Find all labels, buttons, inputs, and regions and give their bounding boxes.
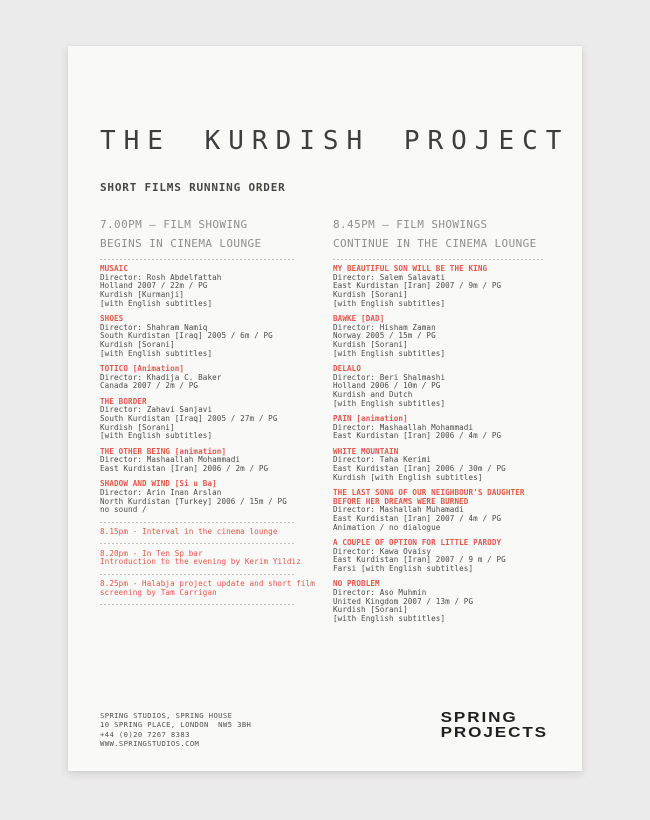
dashed-separator bbox=[100, 604, 296, 605]
film-detail-line: [with English subtitles] bbox=[333, 298, 446, 308]
film-title: THE BORDER bbox=[100, 396, 147, 406]
masthead bbox=[100, 126, 570, 194]
film-detail-line: [with English subtitles] bbox=[333, 614, 446, 624]
film-detail-line: South Kurdistan [Iraq] 2005 / 27m / PG bbox=[100, 414, 278, 424]
film-detail-line: [with English subtitles] bbox=[100, 298, 213, 308]
address-line: 10 SPRING PLACE, LONDON NW5 3BH bbox=[100, 720, 252, 730]
film-detail-line: Director: Hisham Zaman bbox=[333, 322, 436, 332]
film-detail-line: no sound / bbox=[100, 505, 147, 515]
film-title: THE LAST SONG OF OUR NEIGHBOUR'S DAUGHTER BEFORE HER DREAMS WERE BURNED bbox=[333, 487, 525, 506]
column-header-line: 7.00PM – FILM SHOWING bbox=[100, 218, 248, 231]
page-title: THE KURDISH PROJECT bbox=[100, 126, 570, 156]
film-title: THE OTHER BEING [animation] bbox=[100, 446, 227, 456]
page-footer bbox=[100, 711, 548, 749]
film-entry bbox=[333, 539, 545, 574]
dashed-separator bbox=[100, 574, 296, 575]
film-detail-line: Director: Khadija C. Baker bbox=[100, 372, 222, 382]
film-detail-line: Director: Taha Kerimi bbox=[333, 455, 432, 465]
film-entry bbox=[333, 489, 545, 533]
film-title: MUSAIC bbox=[100, 264, 129, 273]
film-detail-line: Kurdish and Dutch bbox=[333, 390, 413, 400]
film-detail-line: Kurdish [with English subtitles] bbox=[333, 472, 483, 482]
film-detail-line: [with English subtitles] bbox=[100, 348, 213, 358]
film-detail-line: Kurdish [Sorani] bbox=[333, 290, 408, 300]
film-entry bbox=[100, 265, 296, 309]
film-detail-line: Kurdish [Sorani] bbox=[333, 605, 408, 615]
film-entry bbox=[100, 315, 296, 359]
film-detail-line: United Kingdom 2007 / 13m / PG bbox=[333, 596, 474, 606]
film-entry bbox=[333, 365, 545, 409]
dashed-separator bbox=[100, 259, 296, 260]
film-detail-line: Director: Shahram Namiq bbox=[100, 322, 208, 332]
film-detail-line: Farsi [with English subtitles] bbox=[333, 564, 474, 574]
film-entry bbox=[333, 448, 545, 483]
film-entry bbox=[333, 415, 545, 441]
event-entry bbox=[100, 548, 301, 567]
film-entry bbox=[100, 448, 296, 474]
event-line: 8.20pm - In Ten Sp bar bbox=[100, 548, 203, 558]
film-detail-line: Norway 2005 / 15m / PG bbox=[333, 331, 436, 341]
film-detail-line: Kurdish [Kurmanji] bbox=[100, 290, 185, 300]
film-detail-line: Director: Mashaallah Mohammadi bbox=[100, 455, 241, 465]
film-detail-line: Director: Salem Salavati bbox=[333, 272, 446, 282]
programme-page bbox=[68, 46, 582, 771]
film-detail-line: East Kurdistan [Iran] 2007 / 9 m / PG bbox=[333, 555, 506, 565]
event-line: screening by Tam Carrigan bbox=[100, 587, 217, 597]
film-title: BAWKE [DAD] bbox=[333, 314, 385, 324]
film-detail-line: Holland 2007 / 22m / PG bbox=[100, 281, 208, 291]
film-detail-line: [with English subtitles] bbox=[333, 398, 446, 408]
film-blocks-left bbox=[100, 259, 315, 606]
film-detail-line: Director: Arin Inan Arslan bbox=[100, 487, 222, 497]
film-detail-line: [with English subtitles] bbox=[333, 348, 446, 358]
event-entry bbox=[100, 528, 296, 537]
film-title: MY BEAUTIFUL SON WILL BE THE KING bbox=[333, 264, 488, 273]
studio-address bbox=[100, 711, 251, 749]
film-detail-line: East Kurdistan [Iran] 2007 / 4m / PG bbox=[333, 514, 502, 524]
film-detail-line: Kurdish [Sorani] bbox=[100, 422, 175, 432]
event-line: 8.15pm - Interval in the cinema lounge bbox=[100, 527, 278, 537]
column-header-line: CONTINUE IN THE CINEMA LOUNGE bbox=[333, 237, 537, 250]
film-detail-line: East Kurdistan [Iran] 2006 / 2m / PG bbox=[100, 464, 269, 474]
event-line: Introduction to the evening by Kerim Yildiz bbox=[100, 557, 301, 567]
column-left-header bbox=[100, 215, 296, 253]
column-right bbox=[333, 215, 545, 630]
spring-projects-logo bbox=[441, 711, 548, 741]
address-line: SPRING STUDIOS, SPRING HOUSE bbox=[100, 710, 233, 720]
film-detail-line: [with English subtitles] bbox=[100, 431, 213, 441]
film-detail-line: Kurdish [Sorani] bbox=[100, 340, 175, 350]
column-header-line: 8.45PM – FILM SHOWINGS bbox=[333, 218, 488, 231]
film-title: NO PROBLEM bbox=[333, 579, 380, 589]
film-detail-line: South Kurdistan [Iraq] 2005 / 6m / PG bbox=[100, 331, 273, 341]
column-header-line: BEGINS IN CINEMA LOUNGE bbox=[100, 237, 262, 250]
dashed-separator bbox=[100, 543, 296, 544]
logo-line: PROJECTS bbox=[440, 724, 548, 741]
film-title: WHITE MOUNTAIN bbox=[333, 446, 399, 456]
film-detail-line: East Kurdistan [Iran] 2006 / 30m / PG bbox=[333, 464, 506, 474]
film-entry bbox=[333, 580, 545, 624]
website-url: WWW.SPRINGSTUDIOS.COM bbox=[100, 739, 200, 749]
film-title: DELALO bbox=[333, 364, 362, 374]
film-detail-line: North Kurdistan [Turkey] 2006 / 15m / PG bbox=[100, 496, 287, 506]
film-detail-line: East Kurdistan [Iran] 2006 / 4m / PG bbox=[333, 431, 502, 441]
film-entry bbox=[333, 265, 545, 309]
film-detail-line: Animation / no dialogue bbox=[333, 522, 441, 532]
film-detail-line: Director: Beri Shalmashi bbox=[333, 372, 446, 382]
film-detail-line: Director: Mashaallah Mohammadi bbox=[333, 422, 474, 432]
film-detail-line: East Kurdistan [Iran] 2007 / 9m / PG bbox=[333, 281, 502, 291]
running-order-columns bbox=[100, 215, 550, 630]
logo-line: SPRING bbox=[440, 709, 518, 726]
event-line: 8.25pm - Halabja project update and short film bbox=[100, 579, 315, 589]
film-detail-line: Director: Zahavi Sanjavi bbox=[100, 405, 213, 415]
dashed-separator bbox=[333, 259, 545, 260]
dashed-separator bbox=[100, 522, 296, 523]
film-detail-line: Canada 2007 / 2m / PG bbox=[100, 381, 199, 391]
event-entry bbox=[100, 579, 315, 597]
film-detail-line: Director: Rosh Abdelfattah bbox=[100, 272, 222, 282]
film-title: SHOES bbox=[100, 314, 124, 324]
film-detail-line: Holland 2006 / 10m / PG bbox=[333, 381, 441, 391]
address-line: +44 (0)20 7267 8383 bbox=[100, 729, 190, 739]
film-detail-line: Director: Kawa Ovaisy bbox=[333, 546, 432, 556]
film-title: A COUPLE OF OPTION FOR LITTLE PARODY bbox=[333, 537, 502, 547]
film-entry bbox=[333, 315, 545, 359]
film-entry bbox=[100, 365, 296, 391]
film-title: SHADOW AND WIND [Si u Ba] bbox=[100, 479, 217, 489]
film-entry bbox=[100, 480, 296, 515]
column-right-header bbox=[333, 215, 545, 253]
film-title: PAIN [animation] bbox=[333, 414, 408, 424]
page-subtitle: SHORT FILMS RUNNING ORDER bbox=[100, 181, 286, 194]
film-blocks-right bbox=[333, 259, 545, 624]
column-left bbox=[100, 215, 315, 611]
film-detail-line: Director: Mashallah Muhamadi bbox=[333, 505, 464, 515]
film-detail-line: Director: Aso Muhmin bbox=[333, 588, 427, 597]
film-entry bbox=[100, 398, 296, 442]
film-detail-line: Kurdish [Sorani] bbox=[333, 340, 408, 350]
film-title: TOTICO [Animation] bbox=[100, 364, 185, 374]
